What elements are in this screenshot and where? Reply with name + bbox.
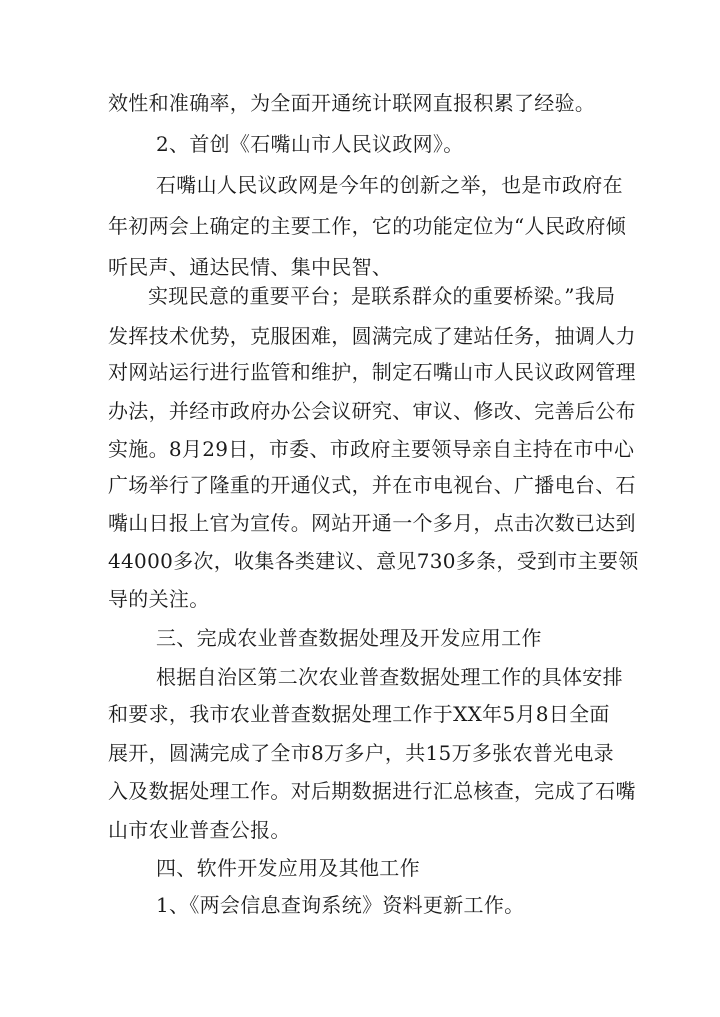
body-text-line: 广场举行了隆重的开通仪式，并在市电视台、广播电台、石 (108, 473, 636, 497)
section-heading: 2、首创《石嘴山市人民议政网》。 (156, 132, 464, 156)
body-text-line: 和要求，我市农业普查数据处理工作于XX年5月8日全面 (108, 702, 610, 726)
body-text-line: 山市农业普查公报。 (108, 818, 291, 842)
body-text-line: 展开，圆满完成了全市8万多户，共15万多张农普光电录 (108, 741, 614, 765)
section-heading: 四、软件开发应用及其他工作 (156, 856, 420, 880)
body-text-line: 对网站运行进行监管和维护，制定石嘴山市人民议政网管理 (108, 360, 636, 384)
body-text-line: 效性和准确率，为全面开通统计联网直报积累了经验。 (108, 91, 596, 115)
body-text-line: 年初两会上确定的主要工作，它的功能定位为“人民政府倾 (108, 214, 627, 238)
body-text-line: 发挥技术优势，克服困难，圆满完成了建站任务，抽调人力 (108, 324, 636, 348)
body-text-line: 听民声、通达民情、集中民智、 (108, 255, 393, 279)
body-text-line: 办法，并经市政府办公会议研究、审议、修改、完善后公布 (108, 399, 636, 423)
section-heading: 三、完成农业普查数据处理及开发应用工作 (156, 626, 542, 650)
section-heading: 1、《两会信息查询系统》资料更新工作。 (156, 893, 525, 917)
body-text-line: 嘴山日报上官为宣传。网站开通一个多月，点击次数已达到 (108, 511, 636, 535)
body-text-line: 44000多次，收集各类建议、意见730多条，受到市主要领 (108, 549, 639, 573)
body-text-line: 导的关注。 (108, 587, 210, 611)
body-text-line: 石嘴山人民议政网是今年的创新之举，也是市政府在 (156, 173, 623, 197)
body-text-line: 入及数据处理工作。对后期数据进行汇总核查，完成了石嘴 (108, 779, 636, 803)
body-text-line: 实现民意的重要平台；是联系群众的重要桥梁。”我局 (148, 284, 616, 308)
body-text-line: 根据自治区第二次农业普查数据处理工作的具体安排 (156, 665, 623, 689)
body-text-line: 实施。8月29日，市委、市政府主要领导亲自主持在市中心 (108, 437, 635, 461)
